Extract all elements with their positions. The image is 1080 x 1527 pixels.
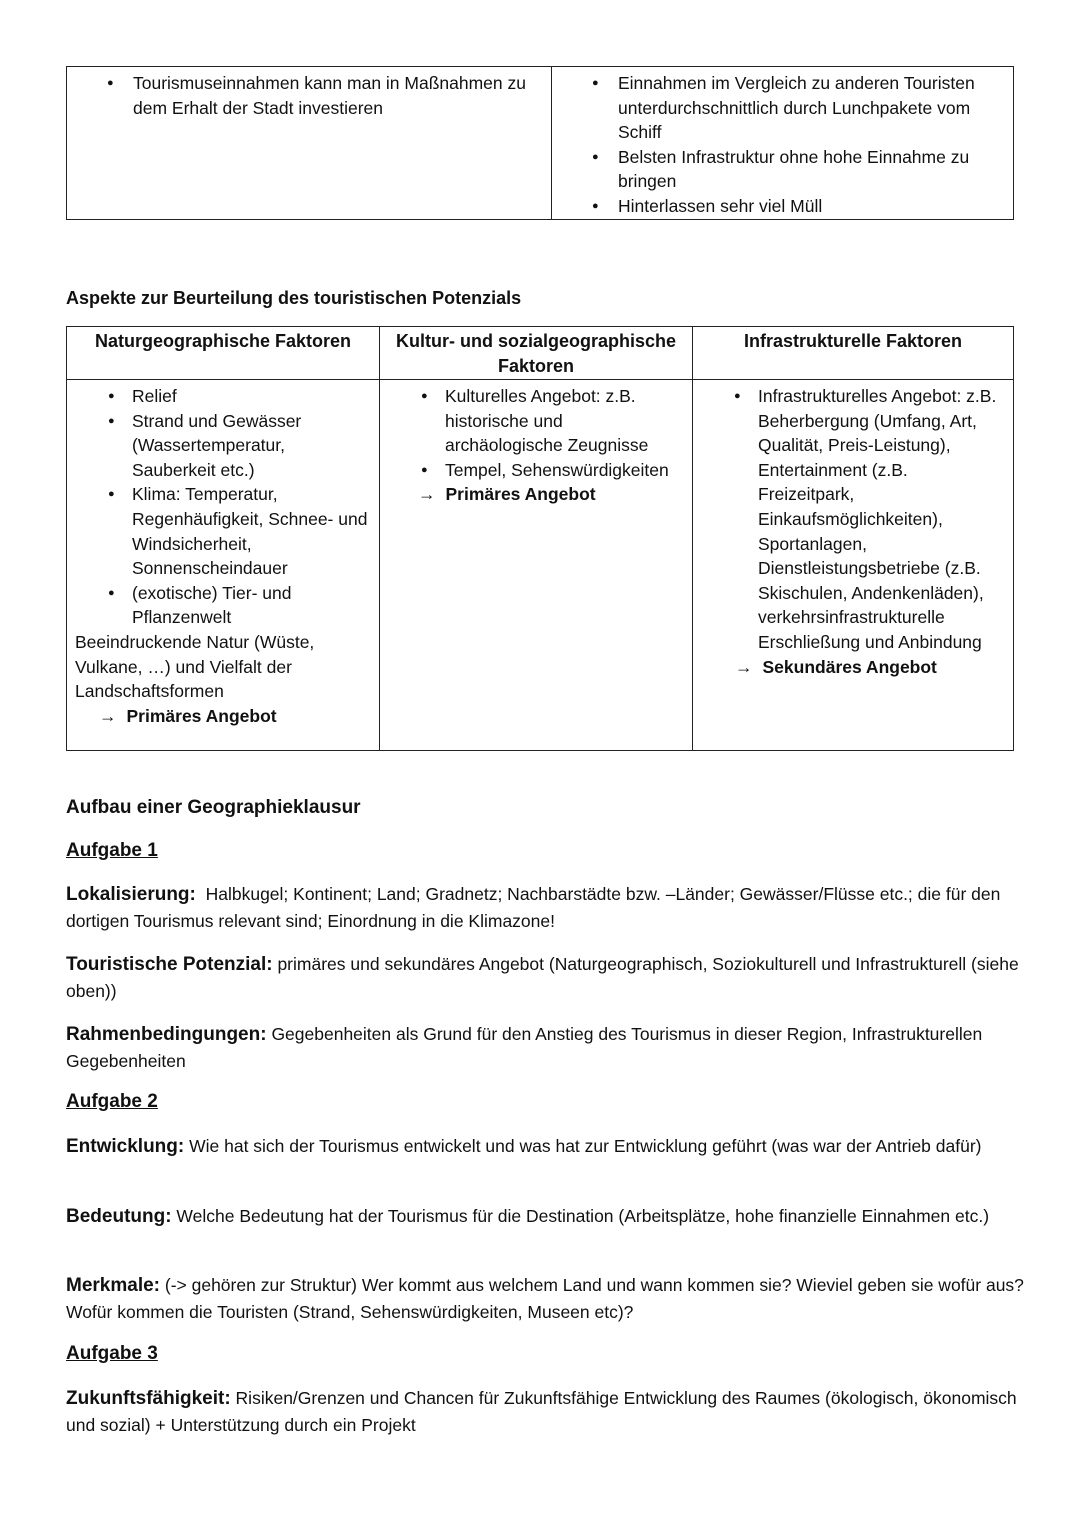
kultur-result xyxy=(388,482,684,507)
pro-list xyxy=(67,71,541,120)
natur-cell xyxy=(67,380,380,751)
list-item: ● Kulturelles Angebot: z.B. historische und archäologische Zeugnisse xyxy=(388,384,684,458)
header-infra: Infrastrukturelle Faktoren xyxy=(693,327,1014,380)
arrow-right-icon: → xyxy=(99,705,117,726)
heading-aufgabe-2: Aufgabe 2 xyxy=(66,1091,158,1112)
natur-list xyxy=(75,384,371,630)
infra-list xyxy=(701,384,1005,655)
paragraph-merkmale xyxy=(66,1272,1026,1325)
header-kultur: Kultur- und sozialgeographische Faktoren xyxy=(380,327,693,380)
natur-note: Beeindruckende Natur (Wüste, Vulkane, …) und Vielfalt der Landschaftsformen xyxy=(75,631,315,702)
list-item: ● Belsten Infrastruktur ohne hohe Einnahme zu bringen xyxy=(552,145,1003,194)
list-item: ● Klima: Temperatur, Regenhäufigkeit, Schnee- und Windsicherheit, Sonnenscheindauer xyxy=(75,482,371,580)
list-item: ● Tempel, Sehenswürdigkeiten xyxy=(388,458,684,483)
natur-result xyxy=(75,704,371,729)
contra-cell xyxy=(552,67,1014,220)
pro-contra-table xyxy=(66,66,1014,220)
list-item: ● Relief xyxy=(75,384,371,409)
pro-cell xyxy=(67,67,552,220)
paragraph-entwicklung xyxy=(66,1133,1026,1160)
list-item: ● Tourismuseinnahmen kann man in Maßnahmen zu dem Erhalt der Stadt investieren xyxy=(67,71,541,120)
text-rahmen: Gegebenheiten als Grund für den Anstieg des Tourismus in dieser Region, Infrastrukturellen Gegebenheiten xyxy=(66,1024,983,1071)
label-rahmen: Rahmenbedingungen: xyxy=(66,1024,267,1045)
text-bedeutung: Welche Bedeutung hat der Tourismus für die Destination (Arbeitsplätze, hohe finanzielle Einnahmen etc.) xyxy=(176,1206,990,1226)
list-item: ● Hinterlassen sehr viel Müll xyxy=(552,194,1003,219)
text-potenzial: primäres und sekundäres Angebot (Naturgeographisch, Soziokulturell und Infrastrukturell (siehe oben)) xyxy=(66,954,1019,1001)
kultur-list xyxy=(388,384,684,482)
arrow-right-icon: → xyxy=(735,656,753,677)
contra-list xyxy=(552,71,1003,219)
kultur-result-label: Primäres Angebot xyxy=(445,484,596,505)
section-title-potential: Aspekte zur Beurteilung des touristischen Potenzials xyxy=(66,288,522,308)
infra-cell xyxy=(693,380,1014,751)
paragraph-zukunft xyxy=(66,1385,1026,1438)
natur-result-label: Primäres Angebot xyxy=(126,705,277,726)
infra-result-label: Sekundäres Angebot xyxy=(762,656,937,677)
list-item: ● Strand und Gewässer (Wassertemperatur, Sauberkeit etc.) xyxy=(75,409,371,483)
label-bedeutung: Bedeutung: xyxy=(66,1206,172,1227)
paragraph-rahmen xyxy=(66,1021,1026,1074)
infra-result xyxy=(701,655,1005,680)
paragraph-bedeutung xyxy=(66,1203,1026,1230)
text-merkmale: (-> gehören zur Struktur) Wer kommt aus welchem Land und wann kommen sie? Wieviel geben sie wofür aus? Wofür kommen die Touristen (Strand, Sehenswürdigkeiten, Museen etc)? xyxy=(66,1275,1024,1322)
label-zukunft: Zukunftsfähigkeit: xyxy=(66,1388,231,1409)
section-title-klausur: Aufbau einer Geographieklausur xyxy=(66,797,361,818)
label-merkmale: Merkmale: xyxy=(66,1275,160,1296)
label-potenzial: Touristische Potenzial: xyxy=(66,954,273,975)
label-entwicklung: Entwicklung: xyxy=(66,1136,185,1157)
paragraph-potenzial xyxy=(66,951,1026,1004)
potential-table xyxy=(66,326,1014,751)
heading-aufgabe-1: Aufgabe 1 xyxy=(66,840,158,861)
label-lokalisierung: Lokalisierung: xyxy=(66,884,196,905)
text-zukunft: Risiken/Grenzen und Chancen für Zukunftsfähige Entwicklung des Raumes (ökologisch, ökonomisch und sozial) + Unterstützung durch ein Projekt xyxy=(66,1388,1017,1435)
heading-aufgabe-3: Aufgabe 3 xyxy=(66,1343,158,1364)
list-item: ● (exotische) Tier- und Pflanzenwelt xyxy=(75,581,371,630)
text-lokalisierung: Halbkugel; Kontinent; Land; Gradnetz; Nachbarstädte bzw. –Länder; Gewässer/Flüsse etc.; die für den dortigen Tourismus relevant sind; Einordnung in die Klimazone! xyxy=(66,884,1001,931)
paragraph-lokalisierung xyxy=(66,881,1026,934)
list-item: ● Infrastrukturelles Angebot: z.B. Beherbergung (Umfang, Art, Qualität, Preis-Leistung), Entertainment (z.B. Freizeitpark, Einkaufsmöglichkeiten), Sportanlagen, Dienstleistungsbetriebe (z.B. Skischulen, Andenkenläden), verkehrsinfrastrukturelle Erschließung und Anbindung xyxy=(701,384,1005,655)
arrow-right-icon: → xyxy=(418,484,436,505)
text-entwicklung: Wie hat sich der Tourismus entwickelt und was hat zur Entwicklung geführt (was war der Antrieb dafür) xyxy=(189,1136,982,1156)
kultur-cell xyxy=(380,380,693,751)
list-item: ● Einnahmen im Vergleich zu anderen Touristen unterdurchschnittlich durch Lunchpakete vom Schiff xyxy=(552,71,1003,145)
header-natur: Naturgeographische Faktoren xyxy=(67,327,380,380)
